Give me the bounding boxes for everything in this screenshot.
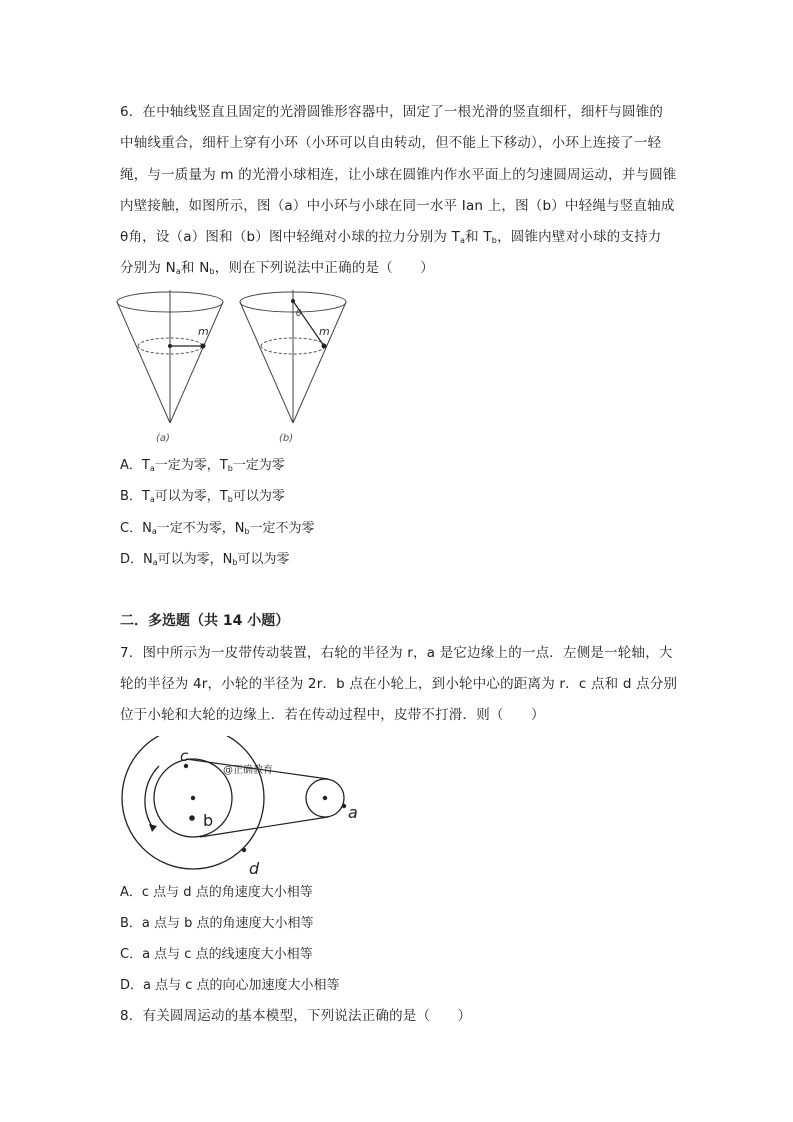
watermark-text: @正确教育 xyxy=(223,765,273,776)
q6-line-5: θ角，设（a）图和（b）图中轻绳对小球的拉力分别为 $T_a$和 $T_b$，圆锥内壁对小球的支持力 xyxy=(120,229,662,245)
q7-option-d: D．a 点与 c 点的向心加速度大小相等 xyxy=(120,978,340,993)
q7-option-c: C．a 点与 c 点的线速度大小相等 xyxy=(120,947,313,962)
label-a: a xyxy=(348,803,358,822)
rotation-arrow xyxy=(145,766,159,828)
q6-option-b: B．$T_a$可以为零，$T_b$可以为零 xyxy=(120,489,285,504)
mass-label-a: m xyxy=(198,325,209,338)
q7-line-2: 轮的半径为 4r，小轮的半径为 2r．b 点在小轮上，到小轮中心的距离为 r．c 点和 d 点分别 xyxy=(120,676,678,692)
q6-option-d: D．$N_a$可以为零，$N_b$可以为零 xyxy=(120,552,290,567)
q6-line-3: 绳，与一质量为 m 的光滑小球相连，让小球在圆锥内作水平面上的匀速圆周运动，并与圆锥 xyxy=(120,167,677,183)
cone-figure xyxy=(112,285,362,450)
q7-option-b: B．a 点与 b 点的角速度大小相等 xyxy=(120,916,314,931)
fig-label-a: (a) xyxy=(156,433,170,444)
mass-label-b: m xyxy=(319,325,330,338)
label-b: b xyxy=(203,811,214,830)
q6-option-c: C．$N_a$一定不为零，$N_b$一定不为零 xyxy=(120,521,315,536)
cone-a xyxy=(117,290,223,444)
q8-line-1: 8．有关圆周运动的基本模型，下列说法正确的是（ ） xyxy=(120,1008,472,1024)
q6-line-2: 中轴线重合，细杆上穿有小环（小环可以自由转动，但不能上下移动），小环上连接了一轻 xyxy=(120,135,662,151)
q6-line-6: 分别为 $N_a$和 $N_b$，则在下列说法中正确的是（ ） xyxy=(120,260,434,276)
q7-line-1: 7．图中所示为一皮带传动装置，右轮的半径为 r，a 是它边缘上的一点．左侧是一轮轴，大 xyxy=(120,645,673,661)
belt-drive-figure xyxy=(112,736,372,881)
section-heading: 二．多选题（共 14 小题） xyxy=(120,613,290,629)
label-d: d xyxy=(249,859,260,878)
cone-b xyxy=(240,290,346,444)
fig-label-b: (b) xyxy=(279,433,294,444)
q7-option-a: A．c 点与 d 点的角速度大小相等 xyxy=(120,885,313,900)
q6-line-1: 6．在中轴线竖直且固定的光滑圆锥形容器中，固定了一根光滑的竖直细杆，细杆与圆锥的 xyxy=(120,104,664,120)
theta-label: θ xyxy=(296,309,302,319)
label-c: c xyxy=(180,747,189,765)
q7-line-3: 位于小轮和大轮的边缘上．若在传动过程中，皮带不打滑．则（ ） xyxy=(120,707,545,723)
q6-line-4: 内壁接触，如图所示，图（a）中小环与小球在同一水平 Ian 上，图（b）中轻绳与竖直轴成 xyxy=(120,198,675,214)
q6-option-a: A．$T_a$一定为零，$T_b$一定为零 xyxy=(120,458,285,473)
